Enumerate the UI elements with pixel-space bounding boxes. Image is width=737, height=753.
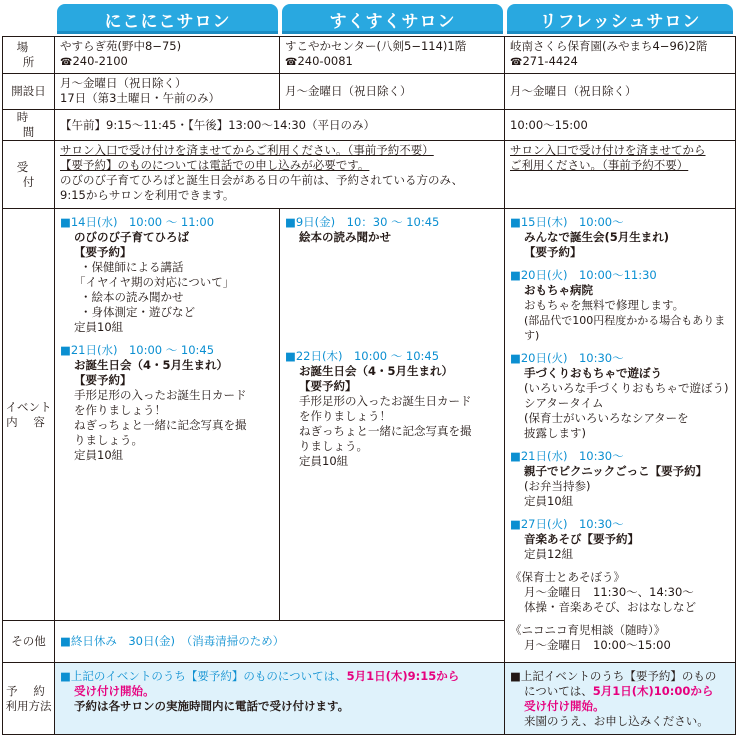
phone-icon: ☎	[285, 57, 298, 68]
reception-nikoniko-sukusuku: サロン入口で受け付けを済ませてからご利用ください。（事前予約不要） 【要予約】のものについては電話での申し込みが必要です。 のびのび子育てひろばと誕生日会がある日の午前は、予約されている方のみ、 9:15からサロンを利用できます。	[55, 141, 505, 209]
event-date: ■20日(火) 10:00〜11:30	[510, 268, 657, 282]
tab-sukusuku-salon: すくすくサロン	[282, 4, 503, 34]
tab-refresh-salon: リフレッシュサロン	[507, 4, 733, 34]
event-date: ■27日(火) 10:30〜	[510, 517, 624, 531]
tab-nikoniko-salon: にこにこサロン	[57, 4, 278, 34]
label-other: その他	[3, 621, 55, 663]
row-place	[3, 37, 736, 74]
reserve-nikoniko-sukusuku: ■上記のイベントのうち【要予約】のものについては、5月1日(木)9:15から 受け付け開始。 予約は各サロンの実施時間内に電話で受け付けます。	[55, 663, 505, 735]
row-reception	[3, 141, 736, 209]
phone-icon: ☎	[60, 57, 73, 68]
schedule-table	[2, 36, 736, 735]
other-nikoniko-sukusuku: ■終日休み 30日(金) （消毒清掃のため）	[55, 621, 505, 663]
days-refresh: 月〜金曜日（祝日除く）	[505, 74, 736, 110]
event-date: ■21日(水) 10:00 〜 10:45	[60, 343, 215, 357]
label-reserve: 予 約 利用方法	[3, 663, 55, 735]
reception-refresh: サロン入口で受け付けを済ませてから ご利用ください。（事前予約不要）	[505, 141, 736, 209]
days-sukusuku: 月〜金曜日（祝日除く）	[280, 74, 505, 110]
place-sukusuku: すこやかセンター(八剣5−114)1階 ☎240-0081	[280, 37, 505, 74]
event-date: ■21日(水) 10:30〜	[510, 449, 624, 463]
row-days	[3, 74, 736, 110]
row-time	[3, 110, 736, 141]
event-date: ■14日(水) 10:00 〜 11:00	[60, 215, 215, 229]
label-reception: 受 付	[3, 141, 55, 209]
label-time: 時 間	[3, 110, 55, 141]
phone-icon: ☎	[510, 57, 523, 68]
time-nikoniko-sukusuku: 【午前】9:15〜11:45・【午後】13:00〜14:30（平日のみ）	[55, 110, 505, 141]
time-refresh: 10:00〜15:00	[505, 110, 736, 141]
label-events: イベント 内 容	[3, 209, 55, 621]
event-date: ■22日(木) 10:00 〜 10:45	[285, 349, 440, 363]
events-sukusuku: ■9日(金) 10：30 〜 10:45 絵本の読み聞かせ ■22日(木) 10:00 〜 10:45 お誕生日会（4・5月生まれ） 【要予約】 手形足形の入ったお誕生日カード を作りましょう！ ねぎっちょと一緒に記念写真を撮 りましょう。 定員10組	[280, 209, 505, 621]
events-refresh: ■15日(木) 10:00〜 みんなで誕生会(5月生まれ) 【要予約】 ■20日(火) 10:00〜11:30 おもちゃ病院 おもちゃを無料で修理します。 (部品代で100円程度かかる場合もあります) ■20日(火) 10:30〜 手づくりおもちゃで遊ぼう (いろいろな手づくりおもちゃで遊ぼう) シアタータイム (保育士がいろいろなシアターを 披露します) ■21日(水) 10:30〜 親子でピクニックごっこ【要予約】 (お弁当持参) 定員10組 ■27日(火) 10:30〜 音楽あそび【要予約】 定員12組 《保育士とあそぼう》 月〜金曜日 11:30〜、14:30〜 体操・音楽あそび、おはなしなど 《ニコニコ育児相談（随時）》 月〜金曜日 10:00〜15:00	[505, 209, 736, 663]
label-place: 場 所	[3, 37, 55, 74]
place-refresh: 岐南さくら保育園(みやまち4−96)2階 ☎271-4424	[505, 37, 736, 74]
event-date: ■15日(木) 10:00〜	[510, 215, 624, 229]
reserve-refresh: ■上記イベントのうち【要予約】のもの については、5月1日(木)10:00から 受け付け開始。 来園のうえ、お申し込みください。	[505, 663, 736, 735]
event-date: ■20日(火) 10:30〜	[510, 351, 624, 365]
row-events	[3, 209, 736, 621]
row-reserve	[3, 663, 736, 735]
event-date: ■9日(金) 10：30 〜 10:45	[285, 215, 440, 229]
days-nikoniko: 月〜金曜日（祝日除く） 17日（第3土曜日・午前のみ）	[55, 74, 280, 110]
label-days: 開設日	[3, 74, 55, 110]
events-nikoniko: ■14日(水) 10:00 〜 11:00 のびのび子育てひろば 【要予約】 ・保健師による講話 「イヤイヤ期の対応について」 ・絵本の読み聞かせ ・身体測定・遊びなど 定員10組 ■21日(水) 10:00 〜 10:45 お誕生日会（4・5月生まれ） 【要予約】 手形足形の入ったお誕生日カード を作りましょう！ ねぎっちょと一緒に記念写真を撮 りましょう。 定員10組	[55, 209, 280, 621]
place-nikoniko: やすらぎ苑(野中8−75) ☎240-2100	[55, 37, 280, 74]
